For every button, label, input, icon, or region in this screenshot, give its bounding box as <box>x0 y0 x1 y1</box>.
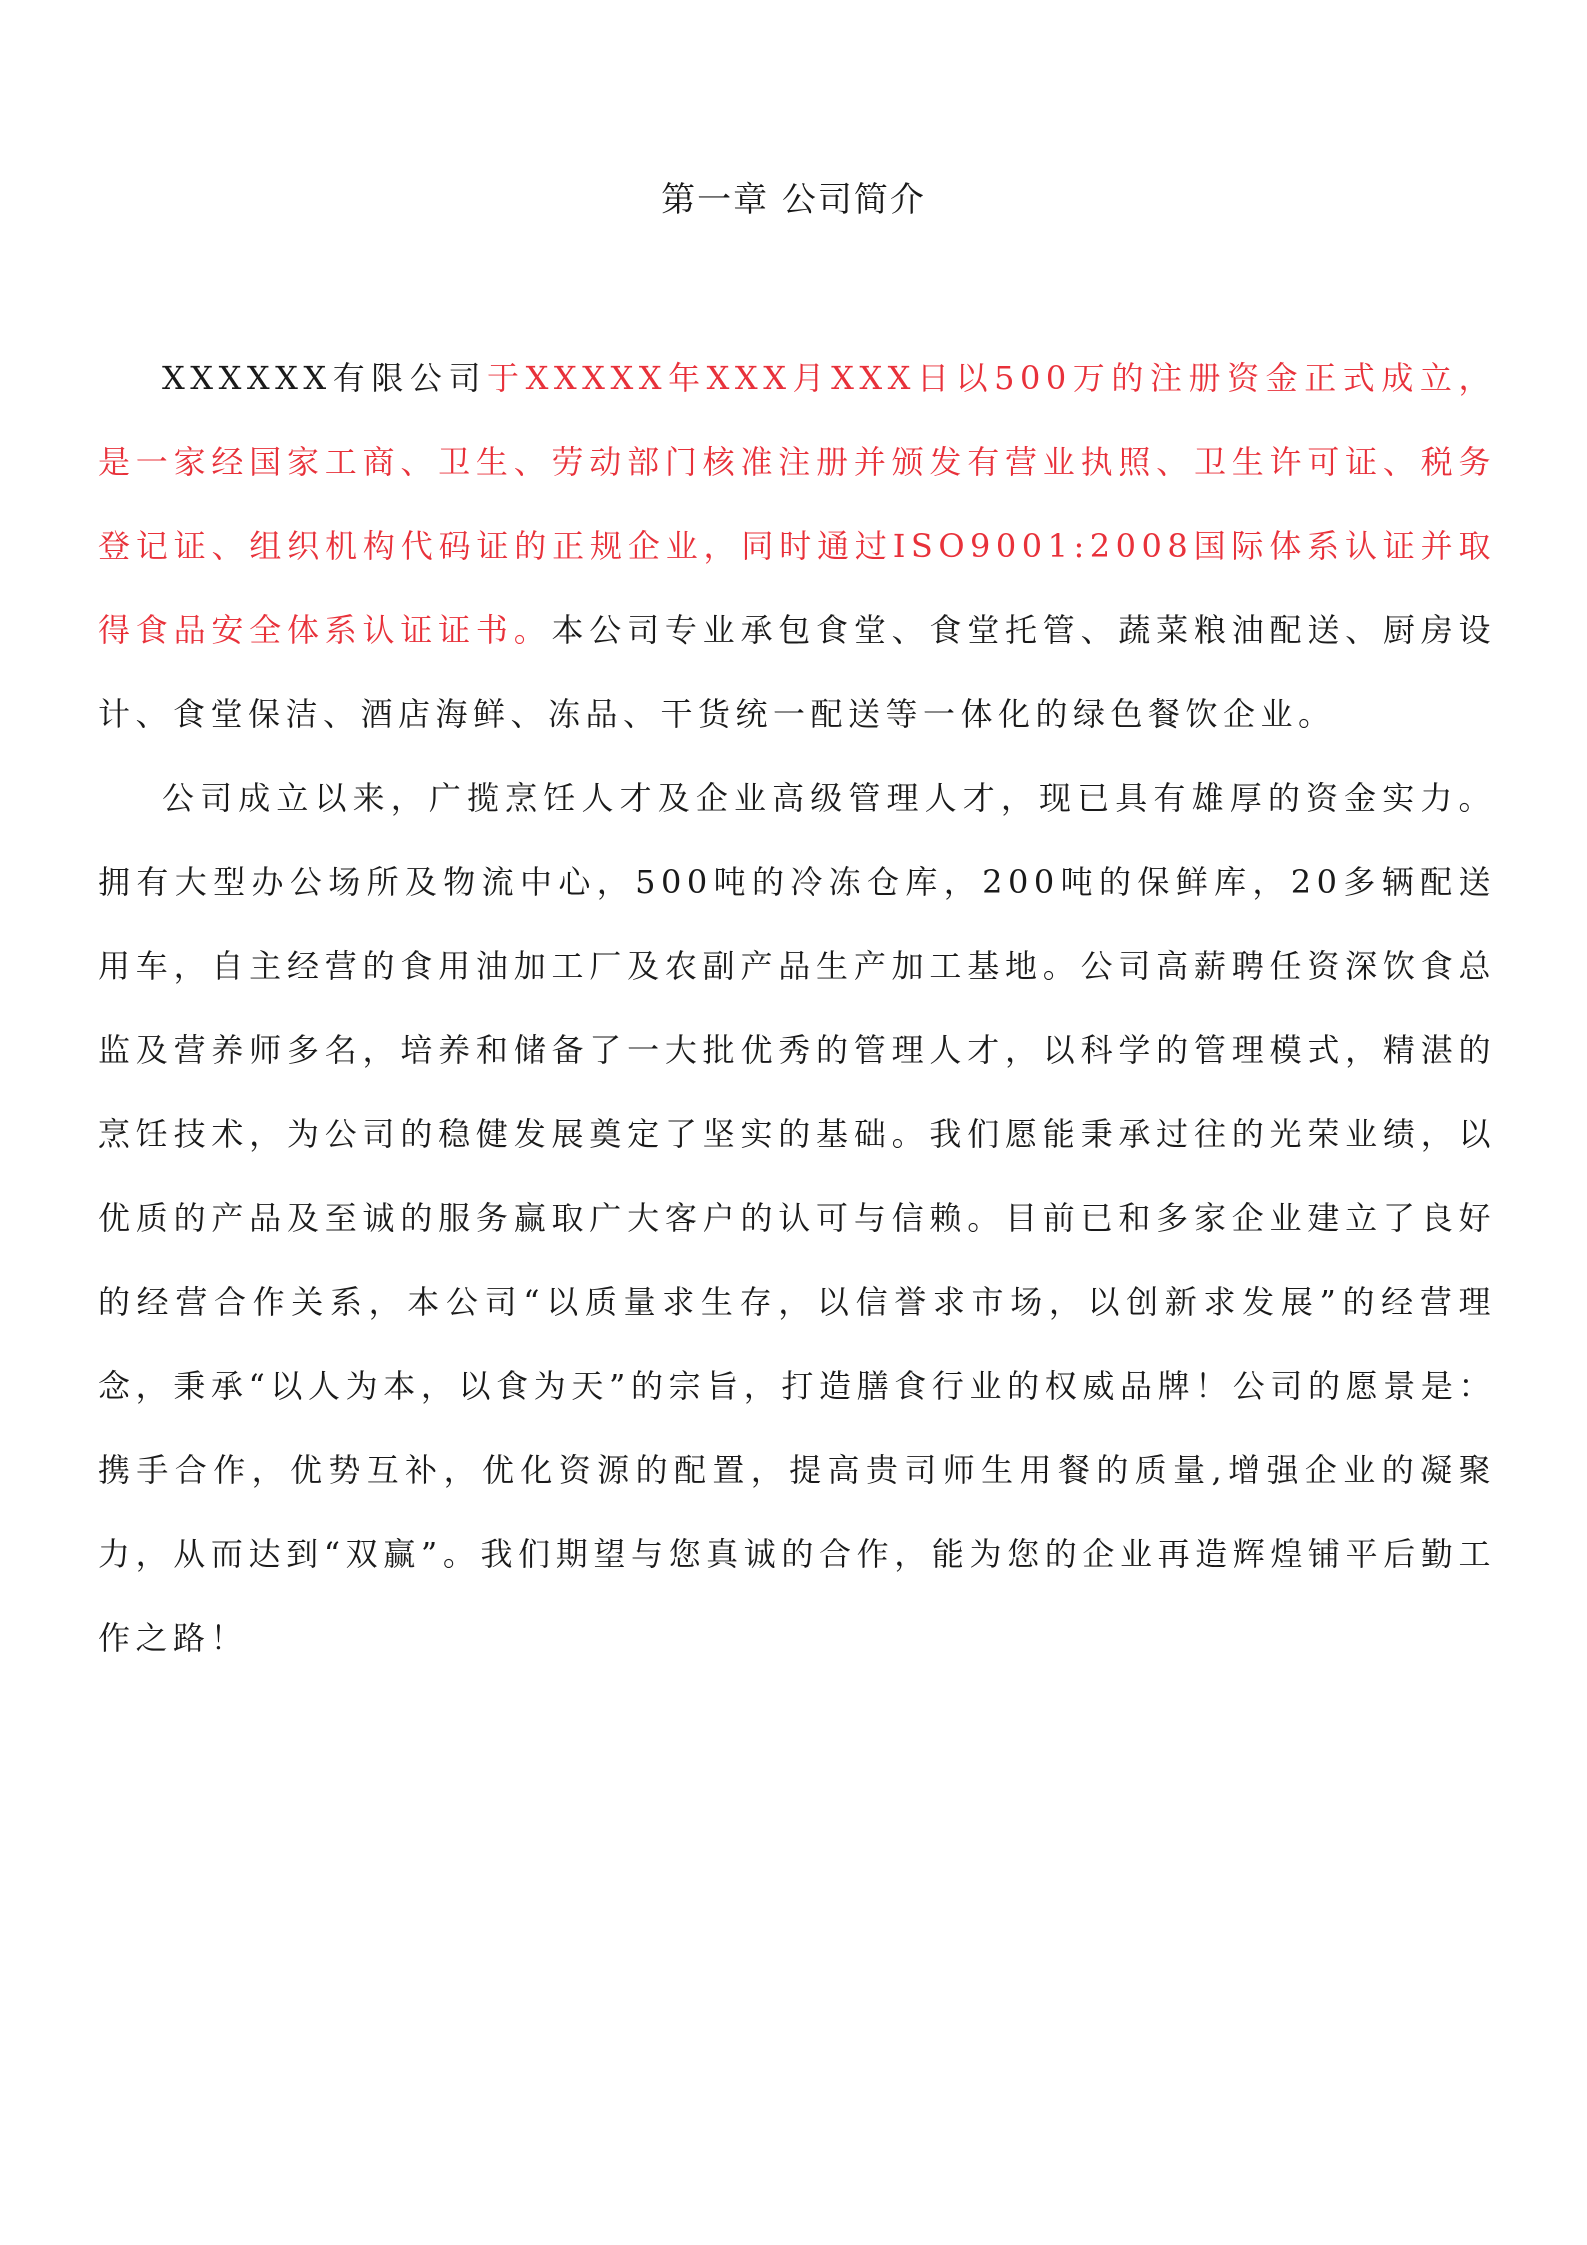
paragraph-company-history: 公司成立以来，广揽烹饪人才及企业高级管理人才，现已具有雄厚的资金实力。拥有大型办公场所及物流中心，500吨的冷冻仓库，200吨的保鲜库，20多辆配送用车，自主经营的食用油加工厂及农副产品生产加工基地。公司高薪聘任资深饮食总监及营养师多名，培养和储备了一大批优秀的管理人才，以科学的管理模式，精湛的烹饪技术，为公司的稳健发展奠定了坚实的基础。我们愿能秉承过往的光荣业绩，以优质的产品及至诚的服务赢取广大客户的认可与信赖。目前已和多家企业建立了良好的经营合作关系，本公司“以质量求生存，以信誉求市场，以创新求发展”的经营理念，秉承“以人为本，以食为天”的宗旨，打造膳食行业的权威品牌！公司的愿景是：携手合作，优势互补，优化资源的配置，提高贵司师生用餐的质量,增强企业的凝聚力，从而达到“双赢”。我们期望与您真诚的合作，能为您的企业再造辉煌铺平后勤工作之路！ <box>98 779 1496 1657</box>
highlighted-registration-text: 于XXXXX年XXX月XXX日以500万的注册资金正式成立，是一家经国家工商、卫生、劳动部门核准注册并颁发有营业执照、卫生许可证、税务登记证、组织机构代码证的正规企业，同时通过ISO9001:2008国际体系认证并取得食品安全体系认证证书。 <box>98 359 1496 649</box>
chapter-title: 第一章 公司简介 <box>661 180 926 220</box>
paragraph-company-registration <box>98 336 1496 756</box>
company-name: XXXXXX有限公司 <box>162 359 488 397</box>
document-body <box>98 336 1496 1680</box>
business-scope-text: 本公司专业承包食堂、食堂托管、蔬菜粮油配送、厨房设计、食堂保洁、酒店海鲜、冻品、干货统一配送等一体化的绿色餐饮企业。 <box>98 611 1496 733</box>
